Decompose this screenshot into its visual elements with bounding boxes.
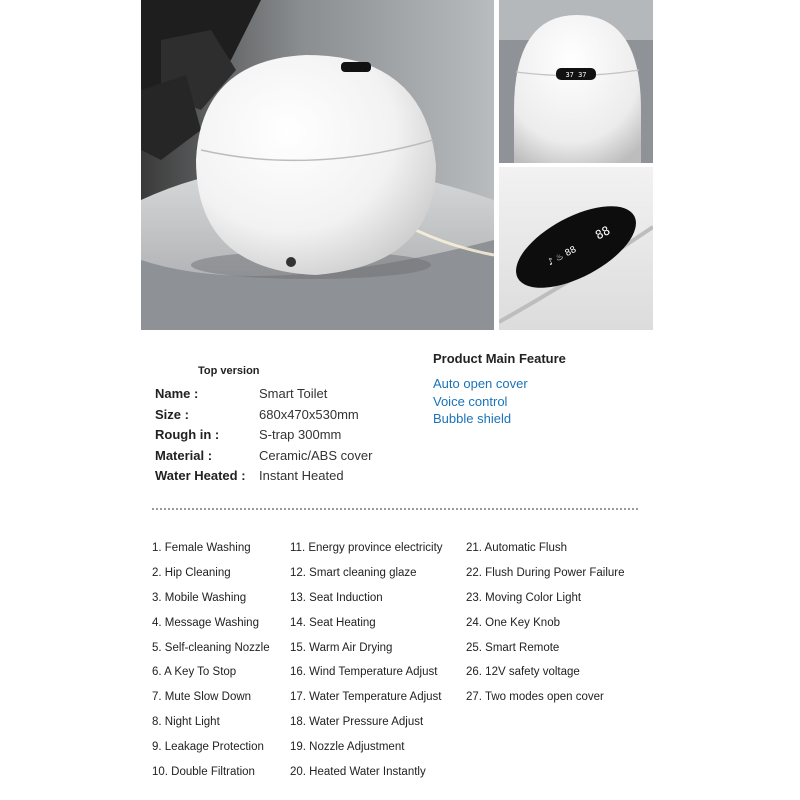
function-item: 10. Double Filtration [152, 766, 255, 779]
top-view-photo [499, 0, 653, 163]
dotted-divider [152, 508, 638, 510]
spec-label: Rough in : [155, 427, 220, 442]
spec-heading: Top version [198, 365, 260, 377]
function-item: 14. Seat Heating [290, 616, 376, 629]
spec-label: Name : [155, 386, 199, 401]
spec-label: Size : [155, 406, 189, 422]
spec-label: Water Heated : [155, 468, 246, 483]
function-column-3 [466, 542, 625, 716]
function-item: 4. Message Washing [152, 616, 259, 629]
function-item: 20. Heated Water Instantly [290, 766, 426, 779]
function-column-2 [290, 542, 443, 791]
function-item: 22. Flush During Power Failure [466, 566, 625, 579]
function-item: 24. One Key Knob [466, 616, 560, 629]
function-column-1 [152, 542, 270, 791]
spec-value: Ceramic/ABS cover [259, 447, 373, 463]
spec-value: S-trap 300mm [259, 427, 342, 442]
main-product-photo [141, 0, 494, 330]
function-item: 8. Night Light [152, 716, 220, 729]
feature-item: Bubble shield [433, 411, 512, 426]
spec-value: Smart Toilet [259, 386, 328, 401]
function-item: 19. Nozzle Adjustment [290, 741, 405, 754]
function-item: 18. Water Pressure Adjust [290, 716, 424, 729]
control-panel-photo [499, 167, 653, 330]
function-item: 11. Energy province electricity [290, 542, 443, 554]
function-item: 12. Smart cleaning glaze [290, 566, 417, 579]
feature-item: Auto open cover [433, 376, 528, 391]
svg-text:37 37: 37 37 [565, 71, 587, 79]
feature-list [433, 376, 528, 429]
function-item: 27. Two modes open cover [466, 691, 604, 704]
function-item: 25. Smart Remote [466, 641, 560, 654]
function-item: 1. Female Washing [152, 542, 251, 554]
feature-item: Voice control [433, 393, 508, 409]
function-item: 26. 12V safety voltage [466, 666, 580, 679]
feature-title: Product Main Feature [433, 351, 566, 366]
function-item: 9. Leakage Protection [152, 741, 264, 754]
spec-value: 680x470x530mm [259, 406, 359, 422]
function-item: 17. Water Temperature Adjust [290, 691, 442, 704]
function-item: 16. Wind Temperature Adjust [290, 666, 438, 679]
svg-text:♪ ♨ 88: ♪ ♨ 88 [546, 244, 579, 269]
function-item: 3. Mobile Washing [152, 591, 247, 604]
function-item: 5. Self-cleaning Nozzle [152, 641, 270, 654]
spec-value: Instant Heated [259, 468, 344, 483]
function-item: 21. Automatic Flush [466, 542, 567, 554]
spec-label: Material : [155, 447, 213, 463]
function-item: 2. Hip Cleaning [152, 566, 231, 579]
function-item: 23. Moving Color Light [466, 591, 582, 604]
function-item: 15. Warm Air Drying [290, 641, 393, 654]
function-item: 13. Seat Induction [290, 591, 383, 604]
svg-text:88: 88 [593, 223, 613, 243]
function-item: 6. A Key To Stop [152, 666, 237, 679]
function-item: 7. Mute Slow Down [152, 691, 252, 704]
